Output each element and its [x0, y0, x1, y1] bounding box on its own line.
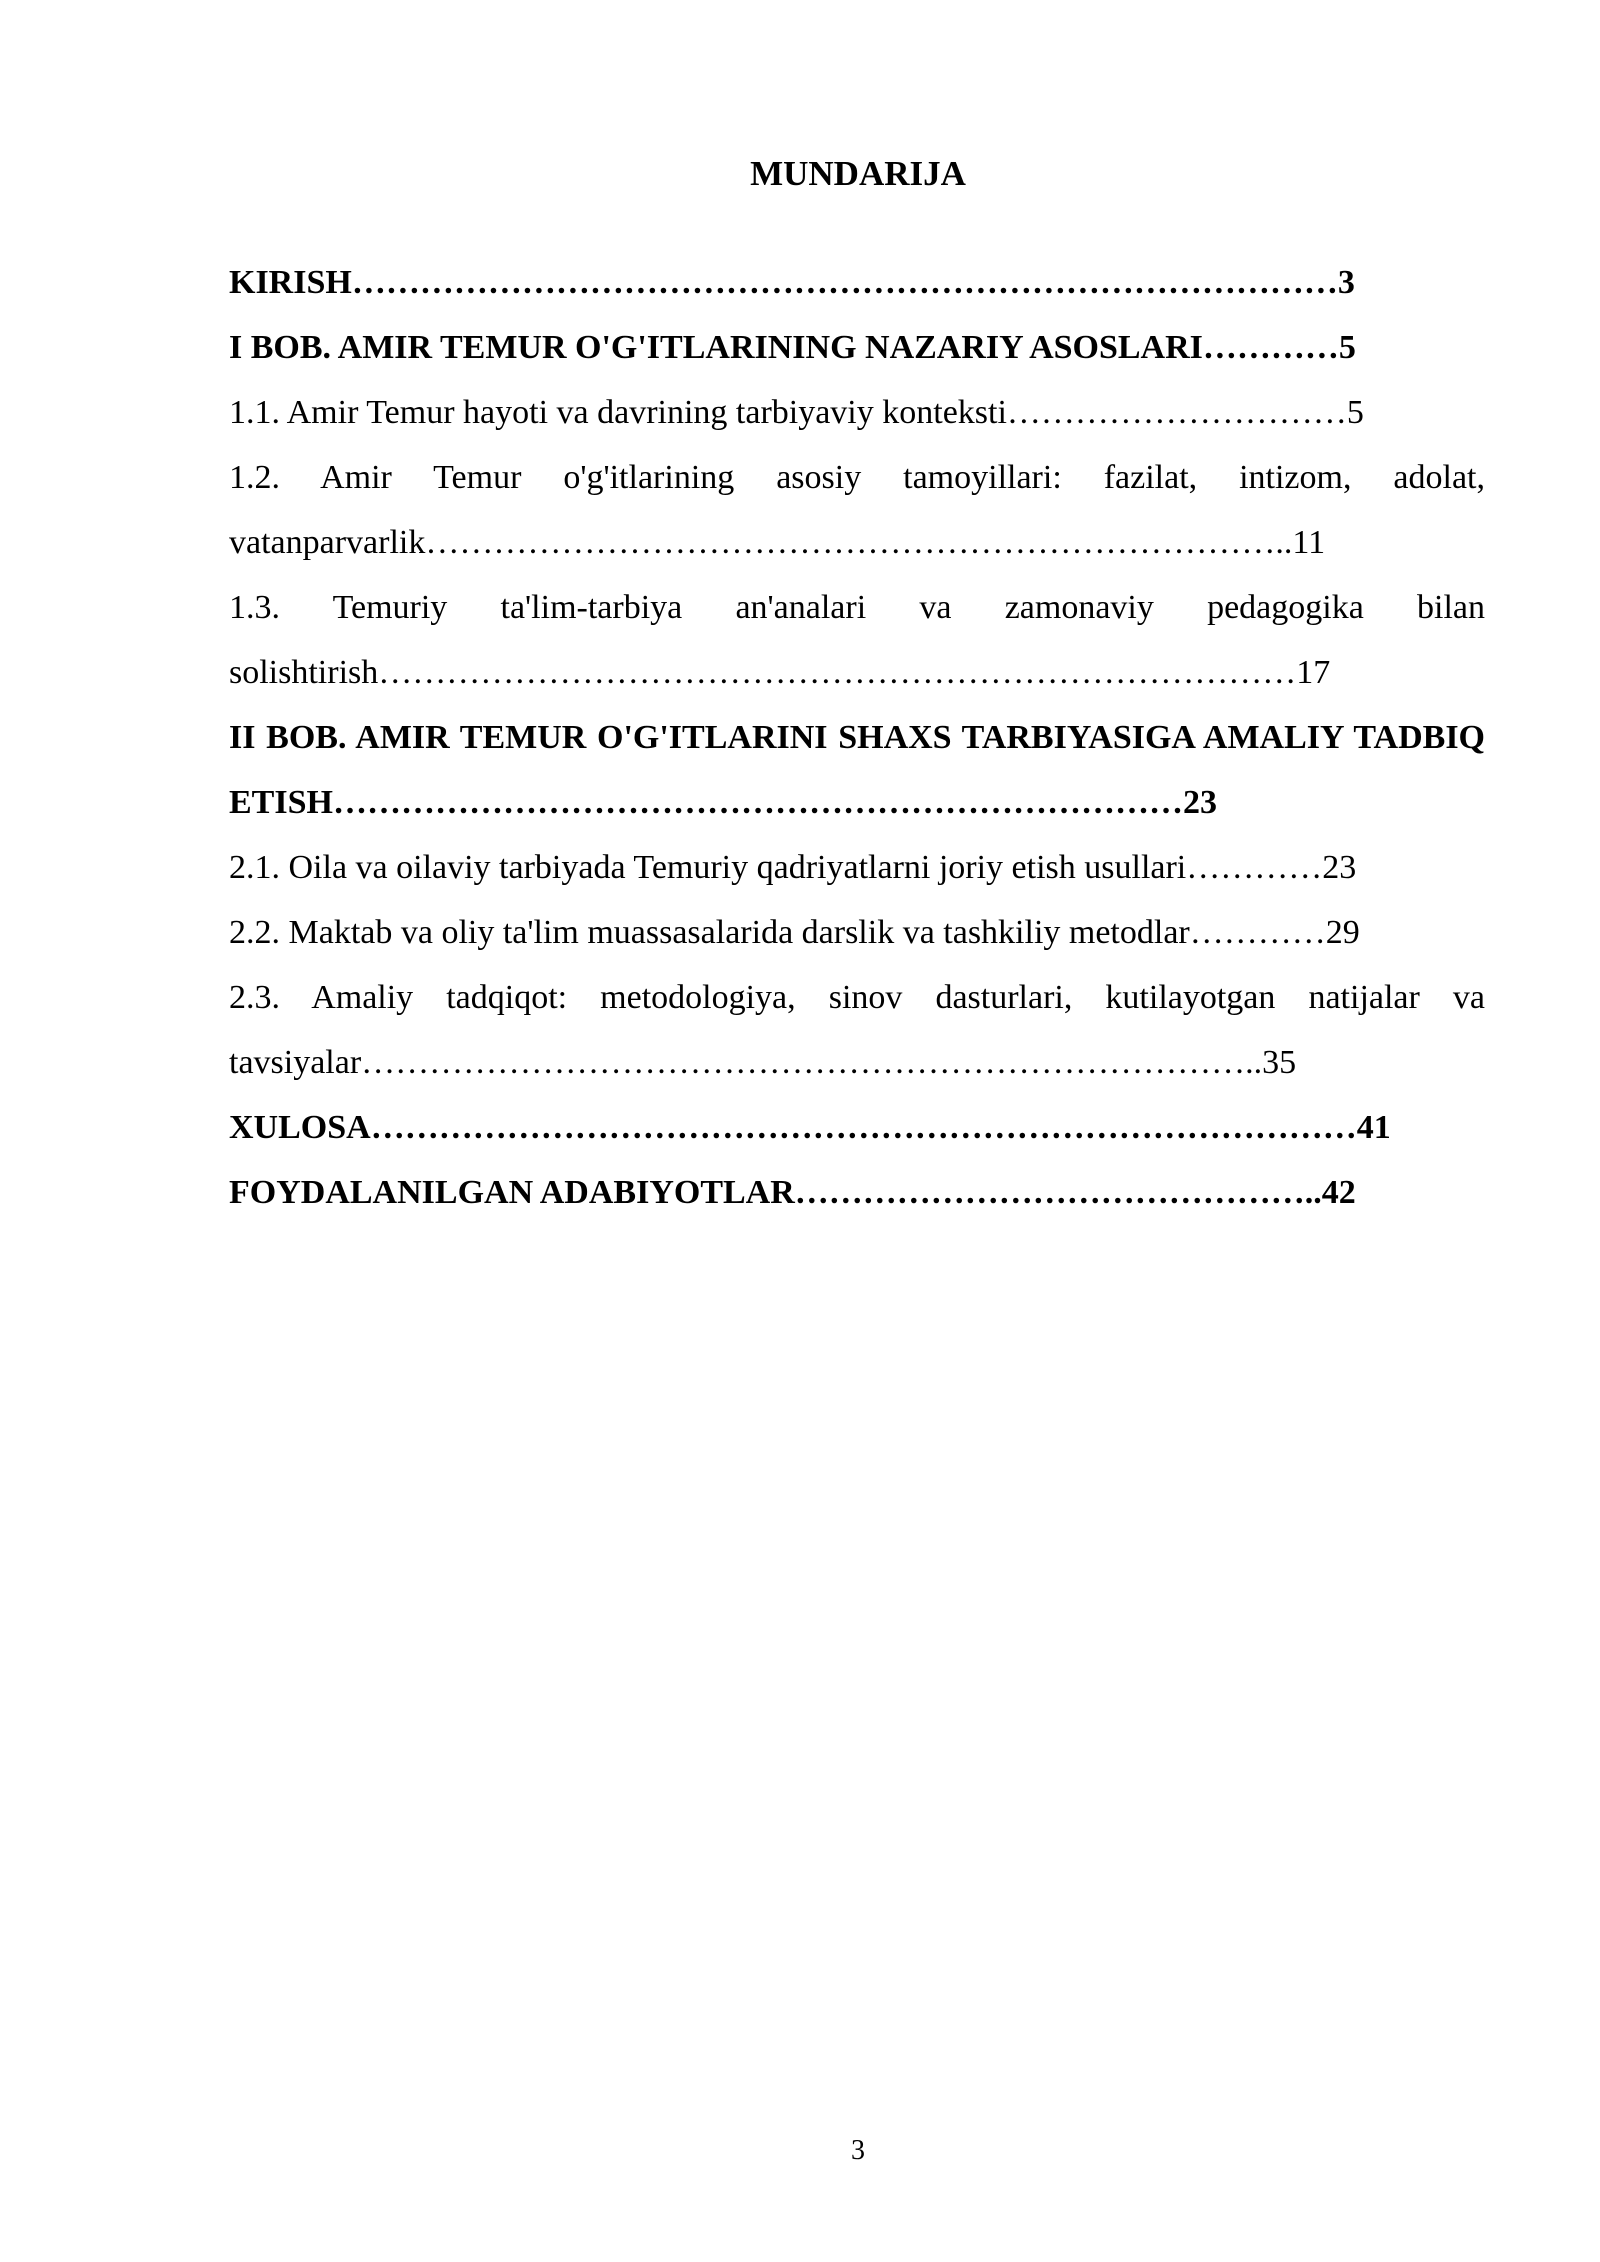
toc-leader-dots: ………………………… [1006, 394, 1347, 431]
page-number: 3 [851, 2135, 865, 2166]
toc-entry-section-2-2 [229, 900, 1485, 965]
toc-leader-dots: ………………………………………………………………….. [425, 524, 1293, 561]
toc-entry-text: 2.2. Maktab va oliy ta'lim muassasalarida darslik va tashkiliy metodlar [229, 914, 1190, 951]
toc-page-number: 11 [1292, 524, 1326, 561]
toc-page-number: 3 [1337, 264, 1355, 301]
toc-leader-dots: ………… [1202, 329, 1339, 366]
toc-entry-xulosa [229, 1095, 1485, 1160]
toc-entry-section-2-1 [229, 835, 1485, 900]
toc-title: MUNDARIJA [750, 154, 966, 193]
toc-entry-kirish [229, 250, 1485, 315]
toc-leader-dots: ……………………………………………………………………… [378, 654, 1297, 691]
toc-entry-text: II BOB. AMIR TEMUR O'G'ITLARINI SHAXS TARBIYASIGA AMALIY TADBIQ ETISH [229, 719, 1485, 821]
toc-entry-section-2-3 [229, 965, 1485, 1095]
toc-page-number: 29 [1325, 914, 1360, 951]
toc-leader-dots: ……………………………………….. [794, 1174, 1322, 1211]
toc-page-number: 5 [1338, 329, 1356, 366]
toc-entry-section-1-3 [229, 575, 1485, 705]
toc-page-number: 5 [1346, 394, 1364, 431]
toc-entry-section-1-1 [229, 380, 1485, 445]
toc-page-number: 41 [1356, 1109, 1391, 1146]
toc-entry-text: FOYDALANILGAN ADABIYOTLAR [229, 1174, 795, 1211]
toc-page-number: 35 [1262, 1044, 1297, 1081]
toc-leader-dots: ………………………………………………………………… [332, 784, 1183, 821]
toc-leader-dots: ………… [1186, 849, 1323, 886]
toc-leader-dots: …………………………………………………………………….. [361, 1044, 1263, 1081]
toc-entry-chapter-1 [229, 315, 1485, 380]
toc-entry-text: 1.3. Temuriy ta'lim-tarbiya an'analari va zamonaviy pedagogika bilan solishtirish [229, 589, 1485, 691]
toc-entry-text: 1.1. Amir Temur hayoti va davrining tarbiyaviy konteksti [229, 394, 1007, 431]
toc-entry-text: I BOB. AMIR TEMUR O'G'ITLARINING NAZARIY ASOSLARI [229, 329, 1203, 366]
toc-entry-section-1-2 [229, 445, 1485, 575]
toc-leader-dots: …………………………………………………………………………… [370, 1109, 1357, 1146]
toc-entry-text: 2.1. Oila va oilaviy tarbiyada Temuriy qadriyatlarni joriy etish usullari [229, 849, 1187, 886]
toc-entry-text: KIRISH [229, 264, 352, 301]
toc-entry-bibliography [229, 1160, 1485, 1225]
toc-page-number: 17 [1296, 654, 1331, 691]
toc-entry-text: 1.2. Amir Temur o'g'itlarining asosiy tamoyillari: fazilat, intizom, adolat, vatanparvarlik [229, 459, 1485, 561]
toc-page-number: 23 [1322, 849, 1357, 886]
toc-leader-dots: ………… [1189, 914, 1326, 951]
toc-entry-text: XULOSA [229, 1109, 371, 1146]
toc-entry-chapter-2 [229, 705, 1485, 835]
toc-page-number: 23 [1182, 784, 1217, 821]
toc-entry-text: 2.3. Amaliy tadqiqot: metodologiya, sinov dasturlari, kutilayotgan natijalar va tavsiyalar [229, 979, 1485, 1081]
table-of-contents [229, 250, 1485, 1225]
toc-leader-dots: …………………………………………………………………………… [351, 264, 1338, 301]
toc-page-number: 42 [1321, 1174, 1356, 1211]
